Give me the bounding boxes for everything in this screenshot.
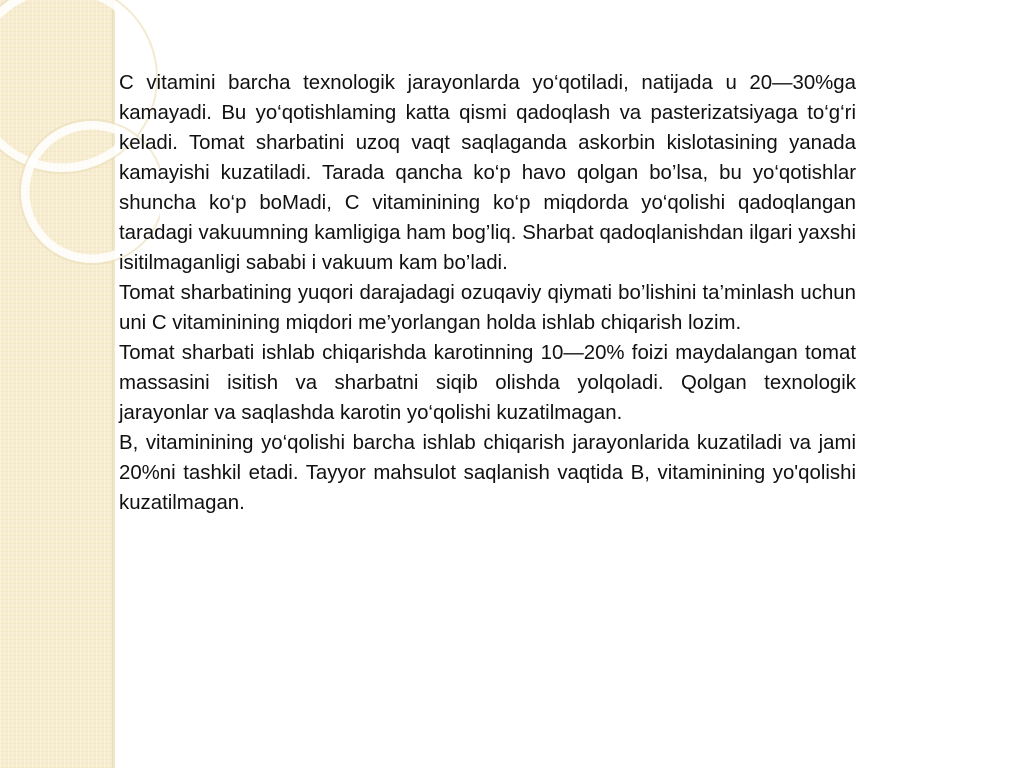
body-text [119,68,856,518]
paragraph-vitamin-b: B, vitaminining yo‘qolishi barcha ishlab chiqarish jarayonlarida kuzatiladi va jami 20%ni tashkil etadi. Tayyor mahsulot saqlanish vaqtida B, vitaminining yo'qolishi kuzatilmagan. [119,432,856,514]
paragraph-carotene: Tomat sharbati ishlab chiqarishda karotinning 10—20% foizi maydalangan tomat massasini isitish va sharbatni siqib olishda yolqoladi. Qolgan texnologik jarayonlar va saqlashda karotin yo‘qolishi kuzatilmagan. [119,342,856,424]
paragraph-vitamin-c-norm: Tomat sharbatining yuqori darajadagi ozuqaviy qiymati bo’lishini ta’minlash uchun uni C vitaminining miqdori me’yorlangan holda ishlab chiqarish lozim. [119,282,856,334]
paragraph-vitamin-c-losses: C vitamini barcha texnologik jarayonlarda yo‘qotiladi, natijada u 20—30%ga kamayadi. Bu yo‘qotishlaming katta qismi qadoqlash va pasterizatsiyaga to‘g‘ri keladi. Tomat sharbatini uzoq vaqt saqlaganda askorbin kislotasining yanada kamayishi kuzatiladi. Tarada qancha ko‘p havo qolgan bo’lsa, bu yo‘qotishlar shuncha ko‘p boMadi, C vitaminining ko‘p miqdorda yo‘qolishi qadoqlangan taradagi vakuumning kamligiga ham bog’liq. Sharbat qadoqlanishdan ilgari yaxshi isitilmaganligi sababi i vakuum kam bo’ladi. [119,72,856,274]
